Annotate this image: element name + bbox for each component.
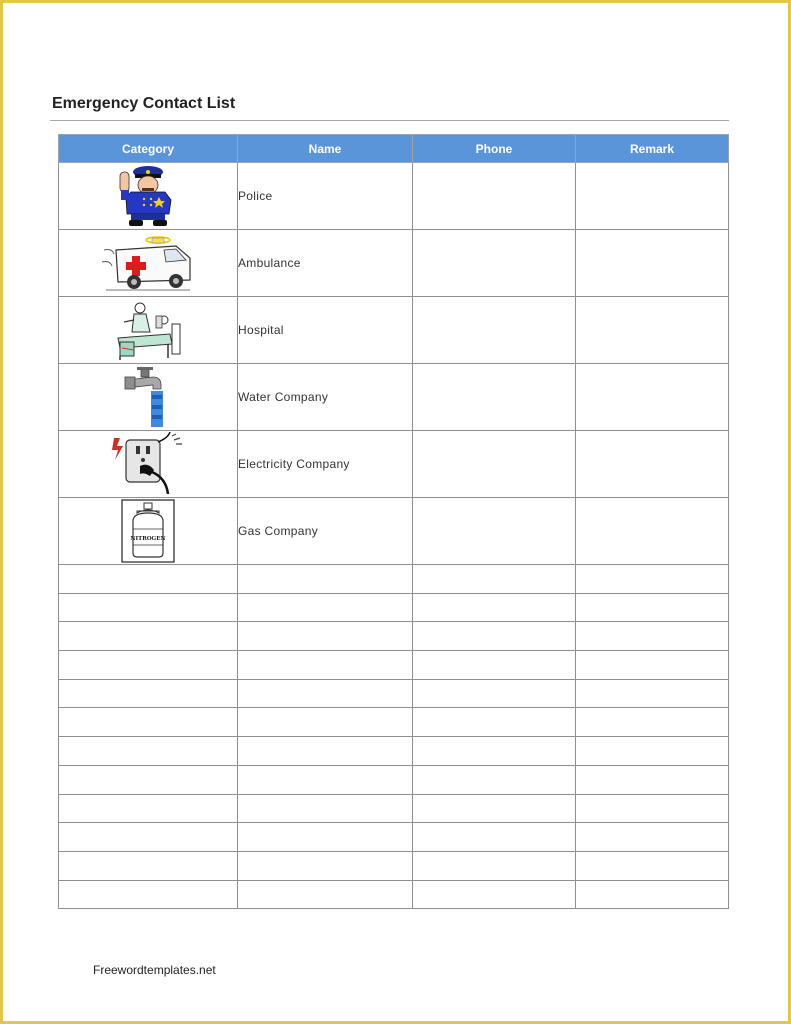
category-cell[interactable]	[59, 794, 238, 823]
phone-cell[interactable]	[413, 565, 576, 594]
category-cell	[59, 163, 238, 230]
remark-cell[interactable]	[576, 593, 729, 622]
phone-cell[interactable]	[413, 593, 576, 622]
name-cell[interactable]	[238, 679, 413, 708]
remark-cell[interactable]	[576, 163, 729, 230]
remark-cell[interactable]	[576, 794, 729, 823]
blank-table-row	[59, 823, 729, 852]
phone-cell[interactable]	[413, 880, 576, 909]
header-remark: Remark	[576, 135, 729, 163]
phone-cell[interactable]	[413, 297, 576, 364]
name-cell[interactable]	[238, 593, 413, 622]
table-row	[59, 431, 729, 498]
table-row	[59, 163, 729, 230]
name-cell[interactable]	[238, 565, 413, 594]
name-cell[interactable]	[238, 622, 413, 651]
category-cell	[59, 297, 238, 364]
electric-outlet-icon	[110, 432, 186, 496]
name-cell[interactable]	[238, 708, 413, 737]
police-officer-icon	[111, 164, 185, 228]
phone-cell[interactable]	[413, 679, 576, 708]
name-cell[interactable]	[238, 880, 413, 909]
header-category: Category	[59, 135, 238, 163]
blank-table-row	[59, 737, 729, 766]
phone-cell[interactable]	[413, 431, 576, 498]
phone-cell[interactable]	[413, 765, 576, 794]
category-cell	[59, 230, 238, 297]
remark-cell[interactable]	[576, 297, 729, 364]
remark-cell[interactable]	[576, 679, 729, 708]
table-row	[59, 364, 729, 431]
name-cell[interactable]	[238, 794, 413, 823]
category-cell[interactable]	[59, 679, 238, 708]
phone-cell[interactable]	[413, 498, 576, 565]
phone-cell[interactable]	[413, 851, 576, 880]
phone-cell[interactable]	[413, 651, 576, 680]
category-cell[interactable]	[59, 823, 238, 852]
blank-table-row	[59, 794, 729, 823]
category-cell[interactable]	[59, 851, 238, 880]
category-cell	[59, 364, 238, 431]
phone-cell[interactable]	[413, 364, 576, 431]
remark-cell[interactable]	[576, 880, 729, 909]
remark-cell[interactable]	[576, 565, 729, 594]
ambulance-icon	[102, 232, 194, 294]
cylinder-label: NITROGEN	[130, 536, 166, 542]
category-cell[interactable]	[59, 593, 238, 622]
name-cell[interactable]	[238, 851, 413, 880]
remark-cell[interactable]	[576, 230, 729, 297]
footer-source: Freewordtemplates.net	[93, 963, 216, 977]
blank-table-row	[59, 622, 729, 651]
remark-cell[interactable]	[576, 431, 729, 498]
remark-cell[interactable]	[576, 851, 729, 880]
category-cell[interactable]	[59, 651, 238, 680]
header-phone: Phone	[413, 135, 576, 163]
blank-table-row	[59, 565, 729, 594]
hospital-bed-icon	[112, 298, 184, 362]
blank-table-row	[59, 851, 729, 880]
remark-cell[interactable]	[576, 765, 729, 794]
name-cell: Ambulance	[238, 230, 413, 297]
phone-cell[interactable]	[413, 794, 576, 823]
header-row	[59, 135, 729, 163]
remark-cell[interactable]	[576, 651, 729, 680]
name-cell[interactable]	[238, 737, 413, 766]
phone-cell[interactable]	[413, 230, 576, 297]
name-cell[interactable]	[238, 823, 413, 852]
remark-cell[interactable]	[576, 737, 729, 766]
blank-table-row	[59, 679, 729, 708]
name-cell: Water Company	[238, 364, 413, 431]
water-tap-icon	[123, 365, 173, 429]
name-cell: Hospital	[238, 297, 413, 364]
category-cell[interactable]	[59, 622, 238, 651]
phone-cell[interactable]	[413, 163, 576, 230]
remark-cell[interactable]	[576, 708, 729, 737]
title-divider	[50, 120, 729, 121]
blank-table-row	[59, 880, 729, 909]
category-cell[interactable]	[59, 880, 238, 909]
blank-rows	[59, 565, 729, 909]
phone-cell[interactable]	[413, 737, 576, 766]
header-name: Name	[238, 135, 413, 163]
name-cell: Gas Company	[238, 498, 413, 565]
category-cell	[59, 498, 238, 565]
category-cell[interactable]	[59, 708, 238, 737]
name-cell[interactable]	[238, 765, 413, 794]
page-title: Emergency Contact List	[52, 95, 236, 112]
remark-cell[interactable]	[576, 622, 729, 651]
phone-cell[interactable]	[413, 622, 576, 651]
table-row	[59, 230, 729, 297]
gas-cylinder-icon	[121, 499, 175, 563]
remark-cell[interactable]	[576, 498, 729, 565]
category-cell[interactable]	[59, 565, 238, 594]
name-cell: Police	[238, 163, 413, 230]
remark-cell[interactable]	[576, 364, 729, 431]
name-cell: Electricity Company	[238, 431, 413, 498]
name-cell[interactable]	[238, 651, 413, 680]
category-cell[interactable]	[59, 737, 238, 766]
contact-table	[58, 134, 729, 909]
table-row	[59, 297, 729, 364]
category-cell	[59, 431, 238, 498]
remark-cell[interactable]	[576, 823, 729, 852]
phone-cell[interactable]	[413, 708, 576, 737]
category-cell[interactable]	[59, 765, 238, 794]
blank-table-row	[59, 765, 729, 794]
phone-cell[interactable]	[413, 823, 576, 852]
table-row	[59, 498, 729, 565]
blank-table-row	[59, 708, 729, 737]
blank-table-row	[59, 593, 729, 622]
blank-table-row	[59, 651, 729, 680]
